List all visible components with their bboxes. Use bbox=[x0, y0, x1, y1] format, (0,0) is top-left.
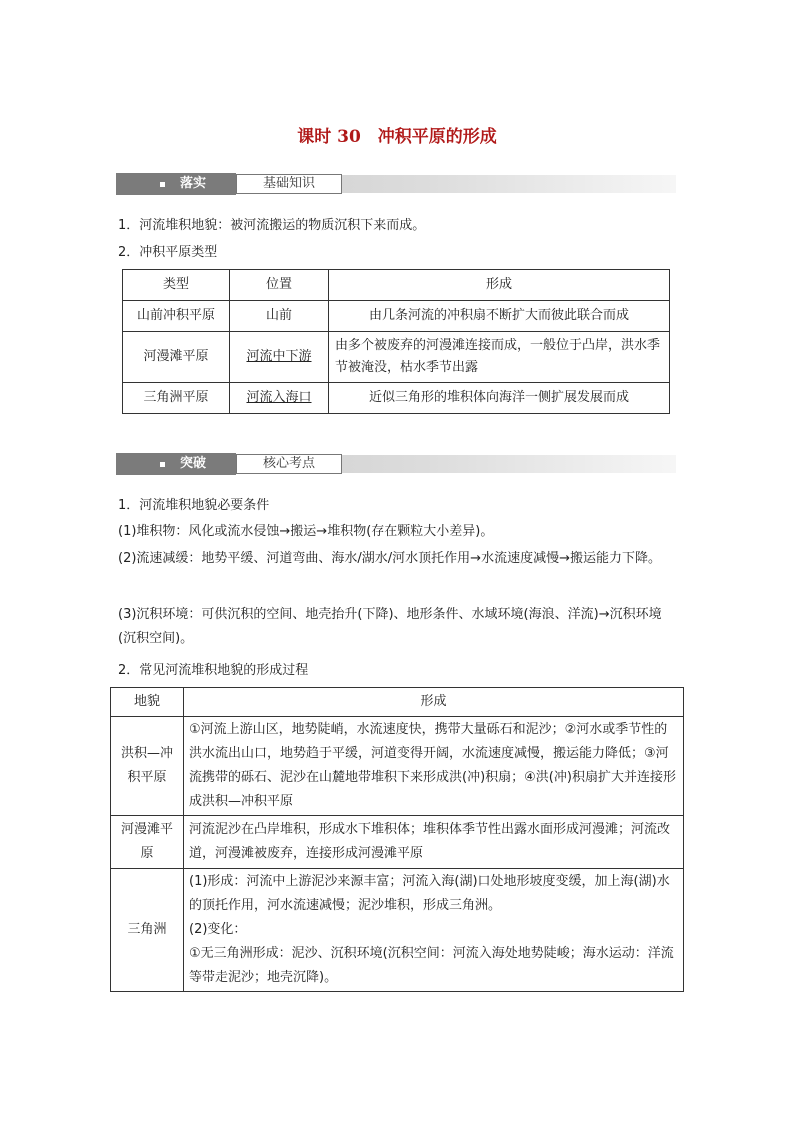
table-cell: 山前 bbox=[230, 301, 329, 332]
landform-formation-table bbox=[110, 687, 684, 992]
table-cell: 由几条河流的冲积扇不断扩大而彼此联合而成 bbox=[329, 301, 670, 332]
table-row bbox=[111, 717, 684, 816]
table-cell: ①河流上游山区，地势陡峭，水流速度快，携带大量砾石和泥沙；②河水或季节性的洪水流出山口，地势趋于平缓，河道变得开阔，水流速度减慢，搬运能力降低；③河流携带的砾石、泥沙在山麓地带堆积下来形成洪(冲)积扇；④洪(冲)积扇扩大并连接形成洪积—冲积平原 bbox=[184, 717, 684, 816]
table-header-row bbox=[123, 270, 670, 301]
banner-tag-light: 基础知识 bbox=[236, 174, 342, 194]
table-cell: 河流中下游 bbox=[230, 332, 329, 383]
s1-point-2: 2．冲积平原类型 bbox=[118, 245, 218, 260]
table-header-cell: 位置 bbox=[230, 270, 329, 301]
s2-point-1: 1．河流堆积地貌必要条件 bbox=[118, 498, 270, 513]
square-bullet-icon bbox=[160, 462, 165, 467]
banner-tag-dark bbox=[116, 173, 236, 195]
table-header-cell: 类型 bbox=[123, 270, 230, 301]
page-title: 课时 30 冲积平原的形成 bbox=[297, 127, 497, 147]
delta-formation-text: (1)形成：河流中上游泥沙来源丰富；河流入海(湖)口处地形坡度变缓，加上海(湖)水的顶托作用，河水流速减慢；泥沙堆积，形成三角洲。 bbox=[189, 874, 670, 913]
delta-change-heading: (2)变化： bbox=[189, 922, 247, 937]
s2-para-1: (1)堆积物：风化或流水侵蚀→搬运→堆积物(存在颗粒大小差异)。 bbox=[118, 524, 494, 539]
banner-tag-light: 核心考点 bbox=[236, 454, 342, 474]
table-header-cell: 地貌 bbox=[111, 688, 184, 717]
table-cell: 河流入海口 bbox=[230, 383, 329, 414]
s2-para-3: (3)沉积环境：可供沉积的空间、地壳抬升(下降)、地形条件、水域环境(海浪、洋流)→沉积环境(沉积空间)。 bbox=[118, 607, 662, 646]
table-cell: 山前冲积平原 bbox=[123, 301, 230, 332]
table-row bbox=[111, 816, 684, 869]
s1-point-1: 1．河流堆积地貌：被河流搬运的物质沉积下来而成。 bbox=[118, 218, 426, 233]
table-row bbox=[123, 332, 670, 383]
table-cell: 河漫滩平原 bbox=[111, 816, 184, 869]
table-cell: 近似三角形的堆积体向海洋一侧扩展发展而成 bbox=[329, 383, 670, 414]
s2-para-2: (2)流速减缓：地势平缓、河道弯曲、海水/湖水/河水顶托作用→水流速度减慢→搬运能力下降。 bbox=[118, 551, 661, 566]
s2-point-2: 2．常见河流堆积地貌的形成过程 bbox=[118, 663, 309, 678]
table-row bbox=[111, 869, 684, 992]
table-header-cell: 形成 bbox=[329, 270, 670, 301]
section-banner-core bbox=[116, 453, 676, 475]
square-bullet-icon bbox=[160, 182, 165, 187]
table-row bbox=[123, 383, 670, 414]
table-header-cell: 形成 bbox=[184, 688, 684, 717]
table-cell: 三角洲 bbox=[111, 869, 184, 992]
table-cell: 由多个被废弃的河漫滩连接而成，一般位于凸岸，洪水季节被淹没，枯水季节出露 bbox=[329, 332, 670, 383]
table-cell bbox=[184, 869, 684, 992]
section-banner-basics bbox=[116, 173, 676, 195]
table-row bbox=[123, 301, 670, 332]
table-cell: 河漫滩平原 bbox=[123, 332, 230, 383]
banner-tag-dark-label: 突破 bbox=[180, 456, 207, 471]
table-cell: 洪积—冲积平原 bbox=[111, 717, 184, 816]
table-header-row bbox=[111, 688, 684, 717]
plain-types-table bbox=[122, 269, 670, 414]
banner-tag-dark bbox=[116, 453, 236, 475]
table-cell: 河流泥沙在凸岸堆积，形成水下堆积体；堆积体季节性出露水面形成河漫滩；河流改道，河漫滩被废弃，连接形成河漫滩平原 bbox=[184, 816, 684, 869]
delta-change-text: ①无三角洲形成：泥沙、沉积环境(沉积空间：河流入海处地势陡峻；海水运动：洋流等带走泥沙；地壳沉降)。 bbox=[189, 946, 674, 985]
banner-tag-dark-label: 落实 bbox=[180, 176, 207, 191]
table-cell: 三角洲平原 bbox=[123, 383, 230, 414]
